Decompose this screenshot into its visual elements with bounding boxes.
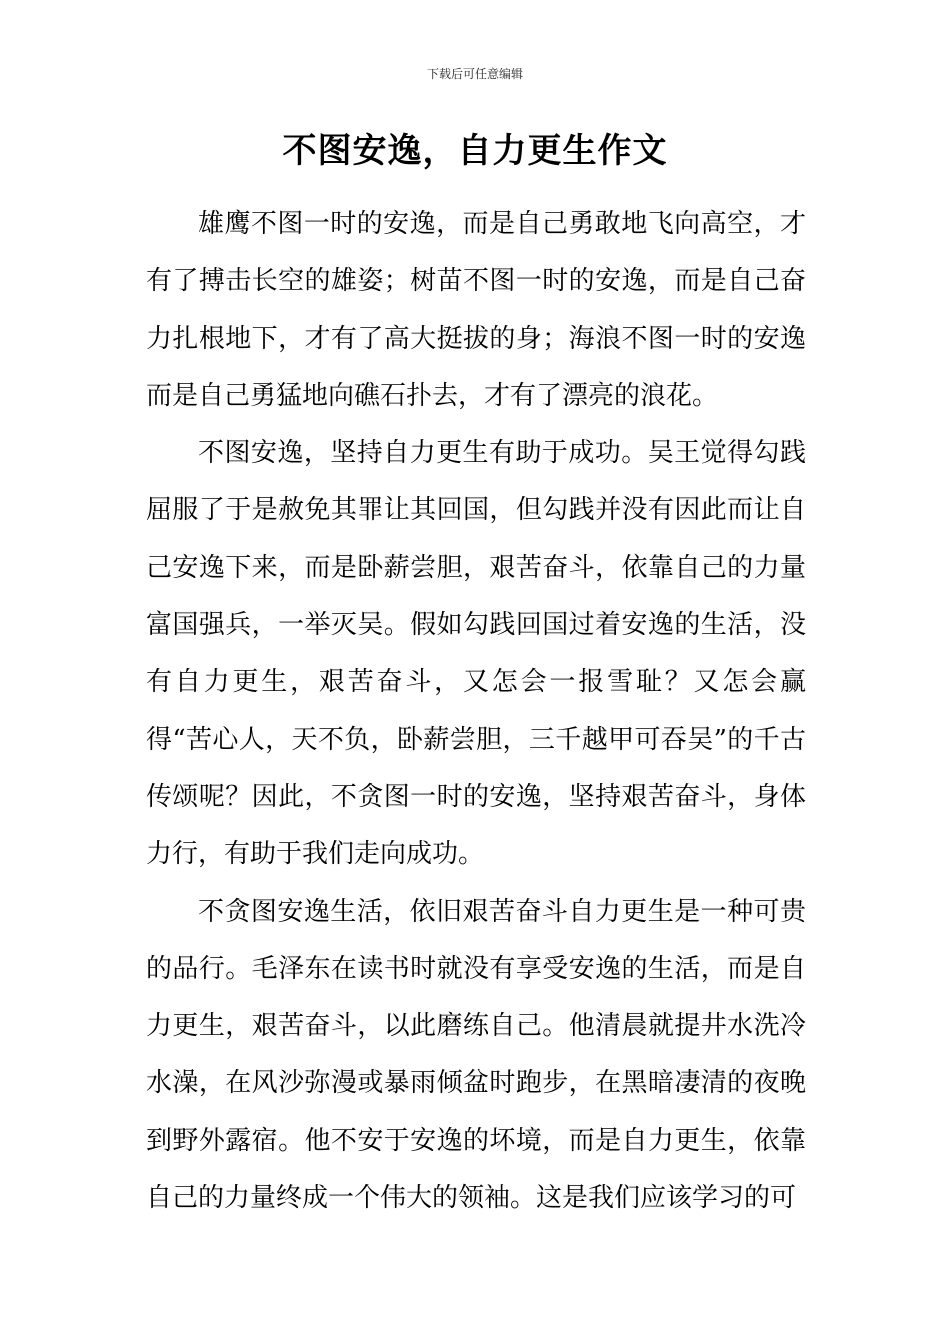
paragraph: 雄鹰不图一时的安逸，而是自己勇敢地飞向高空，才有了搏击长空的雄姿；树苗不图一时的安逸，而是自己奋力扎根地下，才有了高大挺拔的身；海浪不图一时的安逸而是自己勇猛地向礁石扑去，才有了漂亮的浪花。 (146, 209, 806, 411)
paragraph: 不贪图安逸生活，依旧艰苦奋斗自力更生是一种可贵的品行。毛泽东在读书时就没有享受安逸的生活，而是自力更生，艰苦奋斗，以此磨练自己。他清晨就提井水洗冷水澡，在风沙弥漫或暴雨倾盆时跑步，在黑暗凄清的夜晚到野外露宿。他不安于安逸的坏境，而是自力更生，依靠自己的力量终成一个伟大的领袖。这是我们应该学习的可 (146, 896, 806, 1214)
paragraph: 不图安逸，坚持自力更生有助于成功。吴王觉得勾践屈服了于是赦免其罪让其回国，但勾践并没有因此而让自己安逸下来，而是卧薪尝胆，艰苦奋斗，依靠自己的力量富国强兵，一举灭吴。假如勾践回国过着安逸的生活，没有自力更生，艰苦奋斗，又怎会一报雪耻？又怎会赢得“苦心人，天不负，卧薪尝胆，三千越甲可吞吴”的千古传颂呢？因此，不贪图一时的安逸，坚持艰苦奋斗，身体力行，有助于我们走向成功。 (146, 438, 806, 870)
header-note: 下载后可任意编辑 (426, 67, 523, 81)
essay-title: 不图安逸，自力更生作文 (282, 131, 668, 171)
essay-body (146, 196, 806, 1227)
